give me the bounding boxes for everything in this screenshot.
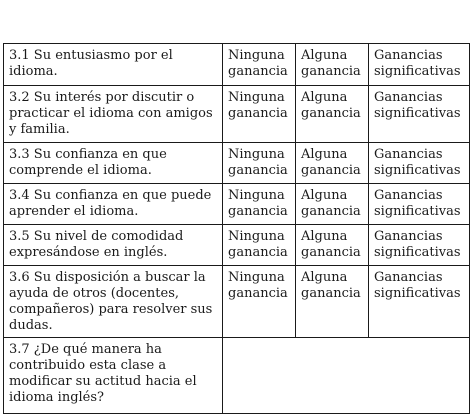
table-row xyxy=(4,44,470,86)
option-alguna-ganancia[interactable]: Alguna ganancia xyxy=(296,86,369,143)
option-ninguna-ganancia[interactable]: Ninguna ganancia xyxy=(223,44,296,86)
table-row xyxy=(4,184,470,225)
question-cell: 3.1 Su entusiasmo por el idioma. xyxy=(4,44,223,86)
question-cell: 3.4 Su confianza en que puede aprender el idioma. xyxy=(4,184,223,225)
table-row xyxy=(4,266,470,338)
question-cell: 3.3 Su confianza en que comprende el idioma. xyxy=(4,143,223,184)
option-alguna-ganancia[interactable]: Alguna ganancia xyxy=(296,225,369,266)
option-ninguna-ganancia[interactable]: Ninguna ganancia xyxy=(223,143,296,184)
question-cell: 3.5 Su nivel de comodidad expresándose en inglés. xyxy=(4,225,223,266)
option-ninguna-ganancia[interactable]: Ninguna ganancia xyxy=(223,225,296,266)
table-row xyxy=(4,338,470,414)
option-ninguna-ganancia[interactable]: Ninguna ganancia xyxy=(223,86,296,143)
option-ganancias-significativas[interactable]: Ganancias significativas xyxy=(369,86,470,143)
question-cell: 3.2 Su interés por discutir o practicar el idioma con amigos y familia. xyxy=(4,86,223,143)
open-answer-area[interactable] xyxy=(223,338,470,414)
option-alguna-ganancia[interactable]: Alguna ganancia xyxy=(296,266,369,338)
survey-table xyxy=(3,43,470,414)
table-row xyxy=(4,86,470,143)
option-ganancias-significativas[interactable]: Ganancias significativas xyxy=(369,143,470,184)
option-ganancias-significativas[interactable]: Ganancias significativas xyxy=(369,266,470,338)
option-ninguna-ganancia[interactable]: Ninguna ganancia xyxy=(223,266,296,338)
table-row xyxy=(4,143,470,184)
question-cell: 3.6 Su disposición a buscar la ayuda de otros (docentes, compañeros) para resolver sus dudas. xyxy=(4,266,223,338)
option-ganancias-significativas[interactable]: Ganancias significativas xyxy=(369,225,470,266)
option-ganancias-significativas[interactable]: Ganancias significativas xyxy=(369,44,470,86)
option-ganancias-significativas[interactable]: Ganancias significativas xyxy=(369,184,470,225)
option-ninguna-ganancia[interactable]: Ninguna ganancia xyxy=(223,184,296,225)
table-row xyxy=(4,225,470,266)
option-alguna-ganancia[interactable]: Alguna ganancia xyxy=(296,44,369,86)
option-alguna-ganancia[interactable]: Alguna ganancia xyxy=(296,143,369,184)
open-question-cell: 3.7 ¿De qué manera ha contribuido esta clase a modificar su actitud hacia el idioma inglés? xyxy=(4,338,223,414)
option-alguna-ganancia[interactable]: Alguna ganancia xyxy=(296,184,369,225)
